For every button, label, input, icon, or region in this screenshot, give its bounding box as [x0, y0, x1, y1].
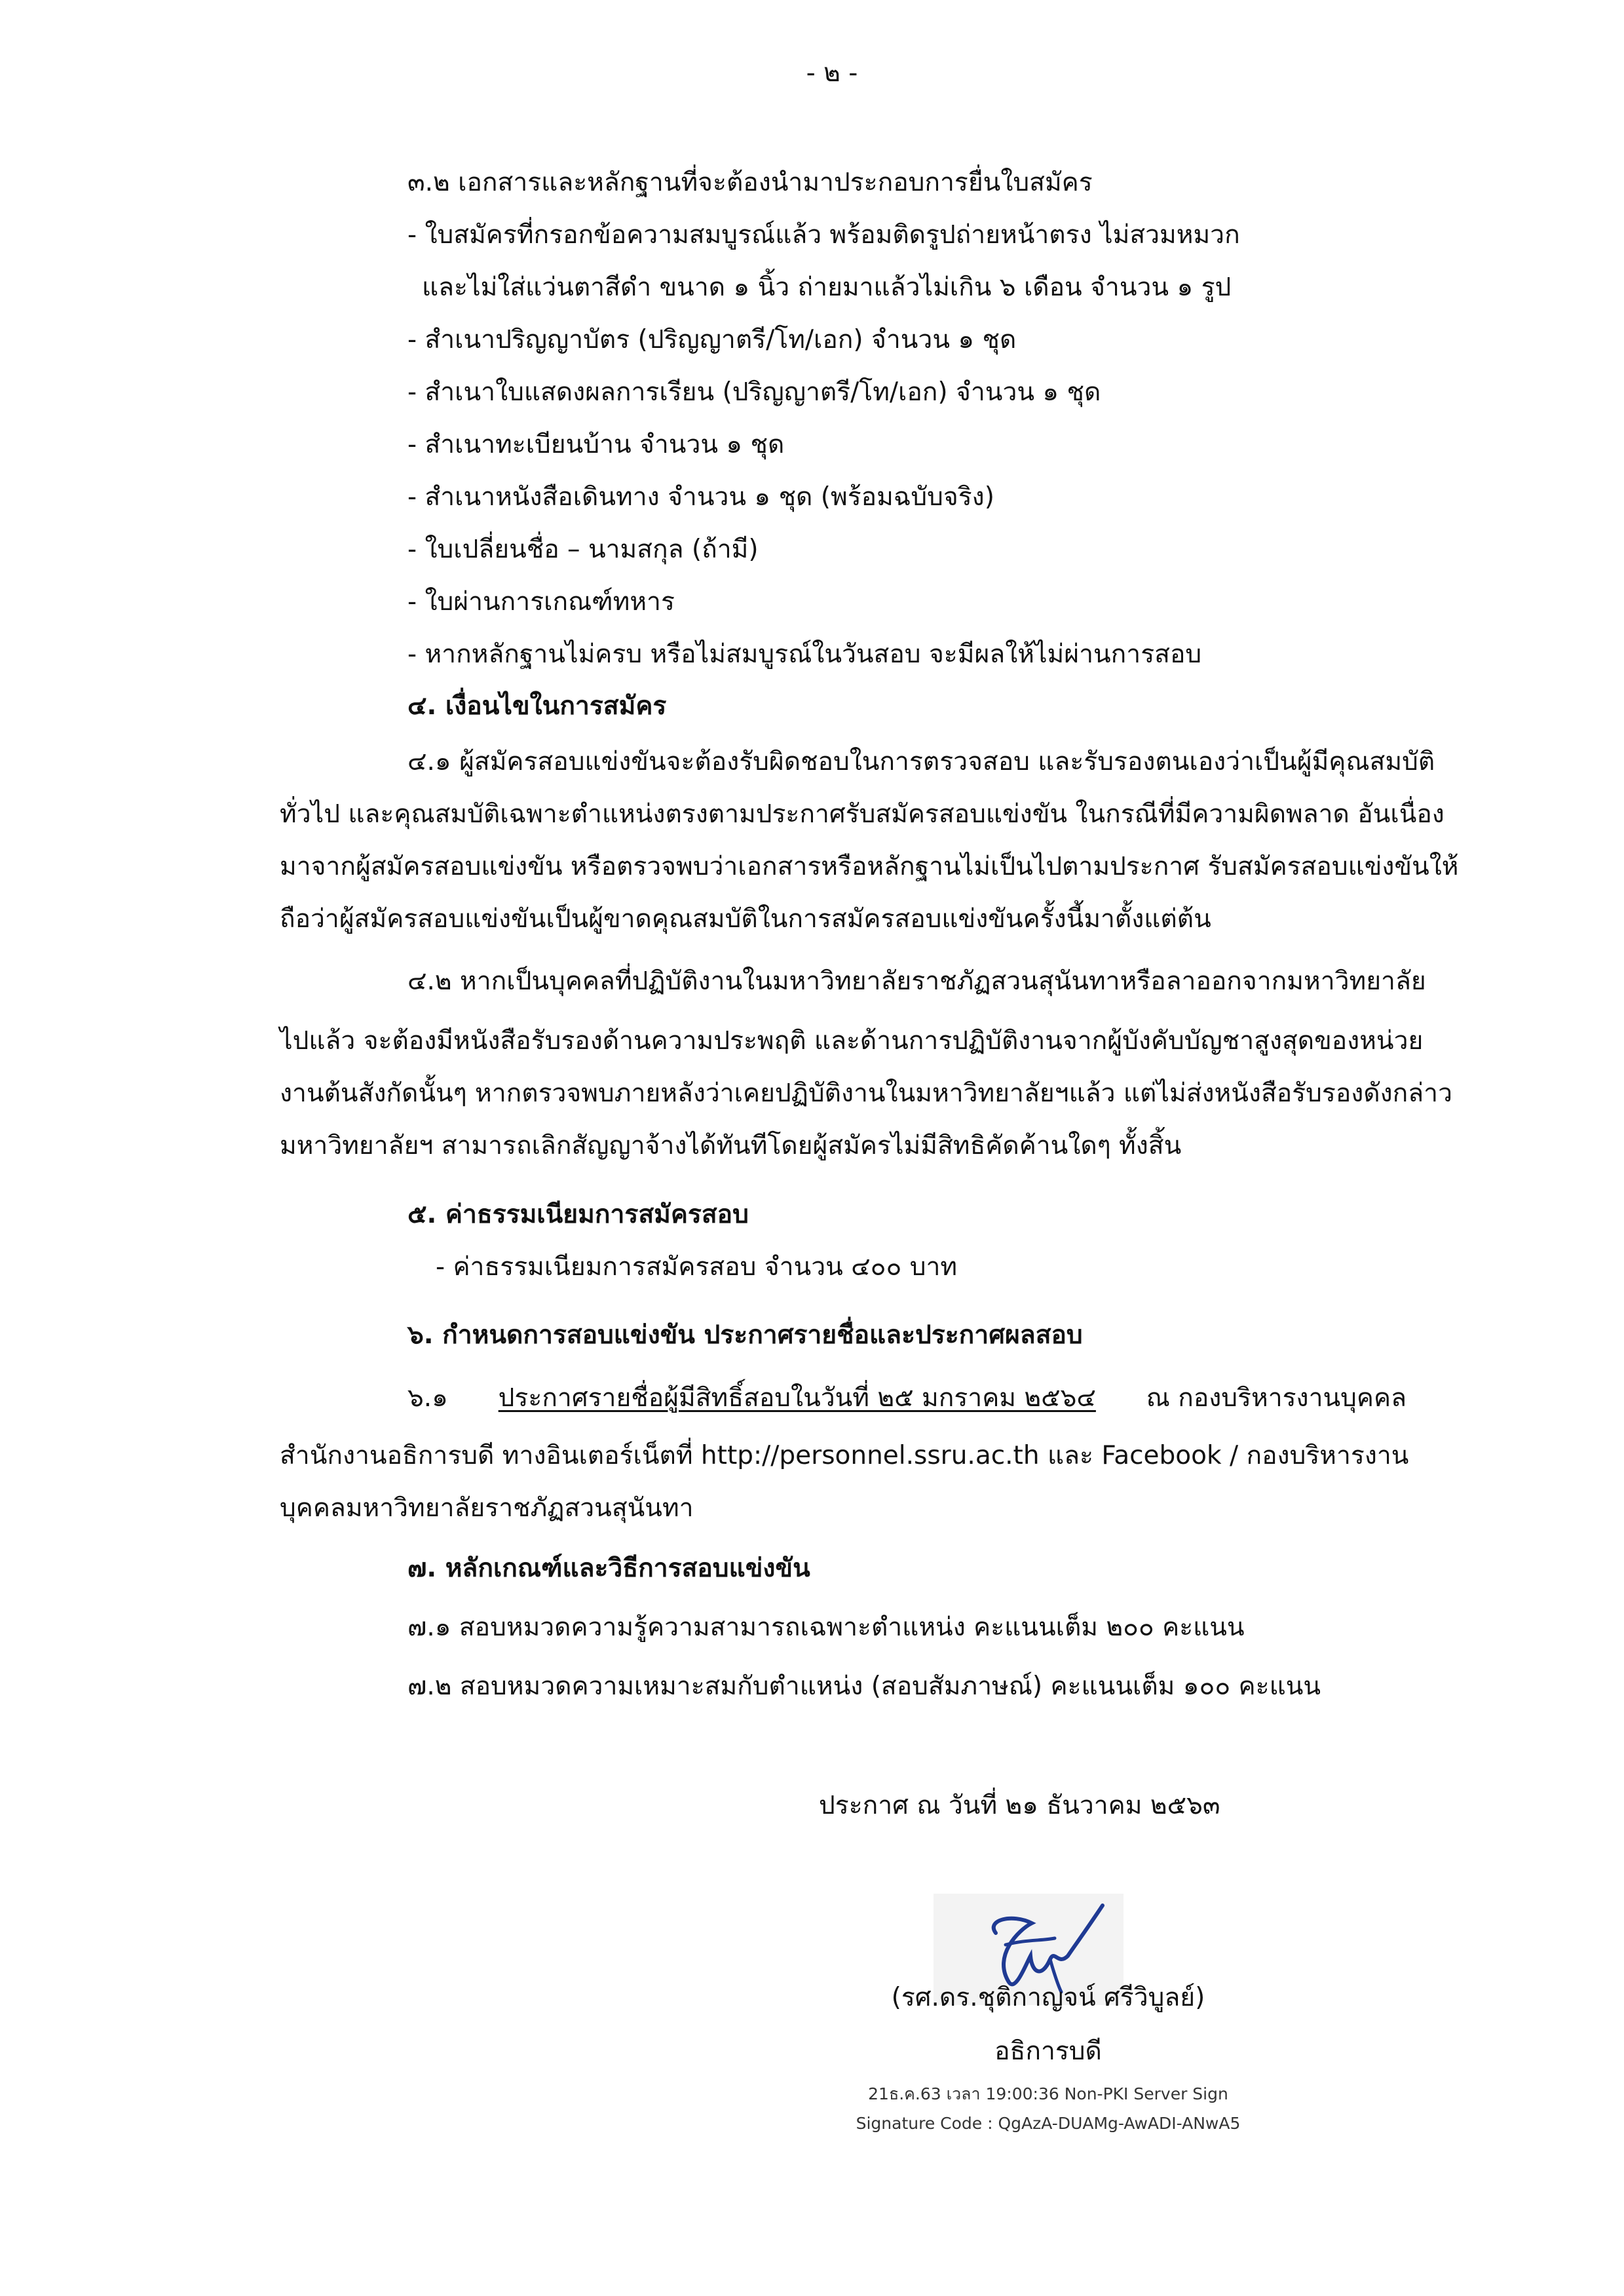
section-6-heading: ๖. กำหนดการสอบแข่งขัน ประกาศรายชื่อและประกาศผลสอบ	[407, 1320, 1083, 1350]
list-item: - ใบเปลี่ยนชื่อ – นามสกุล (ถ้ามี)	[407, 535, 759, 564]
exam-announcement-date: ประกาศรายชื่อผู้มีสิทธิ์สอบในวันที่ ๒๕ มกราคม ๒๕๖๔	[498, 1383, 1096, 1413]
e-signature-code: Signature Code : QgAzA-DUAMg-AwADI-ANwA5	[856, 2114, 1241, 2133]
list-item: ๗.๑ สอบหมวดความรู้ความสามารถเฉพาะตำแหน่ง คะแนนเต็ม ๒๐๐ คะแนน	[407, 1613, 1245, 1642]
list-item: - สำเนาใบแสดงผลการเรียน (ปริญญาตรี/โท/เอก) จำนวน ๑ ชุด	[407, 377, 1101, 407]
paragraph-line: มาจากผู้สมัครสอบแข่งขัน หรือตรวจพบว่าเอกสารหรือหลักฐานไม่เป็นไปตามประกาศ รับสมัครสอบแข่งขันให้	[280, 852, 1459, 881]
paragraph-line: ทั่วไป และคุณสมบัติเฉพาะตำแหน่งตรงตามประกาศรับสมัครสอบแข่งขัน ในกรณีที่มีความผิดพลาด อันเนื่อง	[280, 799, 1445, 829]
list-item: - สำเนาหนังสือเดินทาง จำนวน ๑ ชุด (พร้อมฉบับจริง)	[407, 482, 994, 512]
announcement-date: ประกาศ ณ วันที่ ๒๑ ธันวาคม ๒๕๖๓	[819, 1791, 1220, 1820]
page-number: - ๒ -	[806, 58, 858, 88]
list-item: - สำเนาทะเบียนบ้าน จำนวน ๑ ชุด	[407, 430, 785, 459]
paragraph-line: ไปแล้ว จะต้องมีหนังสือรับรองด้านความประพฤติ และด้านการปฏิบัติงานจากผู้บังคับบัญชาสูงสุดของหน่วย	[280, 1026, 1424, 1056]
list-item: - หากหลักฐานไม่ครบ หรือไม่สมบูรณ์ในวันสอบ จะมีผลให้ไม่ผ่านการสอบ	[407, 640, 1202, 669]
list-item: ๗.๒ สอบหมวดความเหมาะสมกับตำแหน่ง (สอบสัมภาษณ์) คะแนนเต็ม ๑๐๐ คะแนน	[407, 1672, 1321, 1701]
list-item: - สำเนาปริญญาบัตร (ปริญญาตรี/โท/เอก) จำนวน ๑ ชุด	[407, 325, 1017, 354]
paragraph-line: ถือว่าผู้สมัครสอบแข่งขันเป็นผู้ขาดคุณสมบัติในการสมัครสอบแข่งขันครั้งนี้มาตั้งแต่ต้น	[280, 904, 1211, 934]
paragraph-line	[407, 1381, 1407, 1415]
paragraph-line: งานต้นสังกัดนั้นๆ หากตรวจพบภายหลังว่าเคยปฏิบัติงานในมหาวิทยาลัยฯแล้ว แต่ไม่ส่งหนังสือรับรองดังกล่าว	[280, 1079, 1452, 1108]
paragraph-line: บุคคลมหาวิทยาลัยราชภัฏสวนสุนันทา	[280, 1493, 694, 1523]
section-5-heading: ๕. ค่าธรรมเนียมการสมัครสอบ	[407, 1200, 749, 1229]
section-7-heading: ๗. หลักเกณฑ์และวิธีการสอบแข่งขัน	[407, 1554, 810, 1583]
paragraph-line: มหาวิทยาลัยฯ สามารถเลิกสัญญาจ้างได้ทันทีโดยผู้สมัครไม่มีสิทธิคัดค้านใดๆ ทั้งสิ้น	[280, 1131, 1182, 1160]
paragraph-line: ๔.๒ หากเป็นบุคคลที่ปฏิบัติงานในมหาวิทยาลัยราชภัฏสวนสุนันทาหรือลาออกจากมหาวิทยาลัย	[407, 966, 1426, 996]
section-6-1-number: ๖.๑	[407, 1383, 448, 1413]
e-signature-timestamp: 21ธ.ค.63 เวลา 19:00:36 Non-PKI Server Sign	[868, 2084, 1228, 2103]
signer-name: (รศ.ดร.ชุติกาญจน์ ศรีวิบูลย์)	[891, 1983, 1205, 2012]
signer-title: อธิการบดี	[994, 2037, 1102, 2066]
list-item: - ใบผ่านการเกณฑ์ทหาร	[407, 587, 675, 617]
section-6-1-location: ณ กองบริหารงานบุคคล	[1146, 1383, 1407, 1413]
section-4-heading: ๔. เงื่อนไขในการสมัคร	[407, 691, 667, 721]
paragraph-line: ๔.๑ ผู้สมัครสอบแข่งขันจะต้องรับผิดชอบในการตรวจสอบ และรับรองตนเองว่าเป็นผู้มีคุณสมบัติ	[407, 747, 1435, 776]
list-item: - ค่าธรรมเนียมการสมัครสอบ จำนวน ๔๐๐ บาท	[436, 1252, 958, 1282]
paragraph-line: สำนักงานอธิการบดี ทางอินเตอร์เน็ตที่ http://personnel.ssru.ac.th และ Facebook / กองบริหารงาน	[280, 1441, 1409, 1470]
section-3-2-heading: ๓.๒ เอกสารและหลักฐานที่จะต้องนำมาประกอบการยื่นใบสมัคร	[407, 168, 1093, 197]
list-item: และไม่ใส่แว่นตาสีดำ ขนาด ๑ นิ้ว ถ่ายมาแล้วไม่เกิน ๖ เดือน จำนวน ๑ รูป	[422, 273, 1232, 302]
list-item: - ใบสมัครที่กรอกข้อความสมบูรณ์แล้ว พร้อมติดรูปถ่ายหน้าตรง ไม่สวมหมวก	[407, 220, 1240, 250]
